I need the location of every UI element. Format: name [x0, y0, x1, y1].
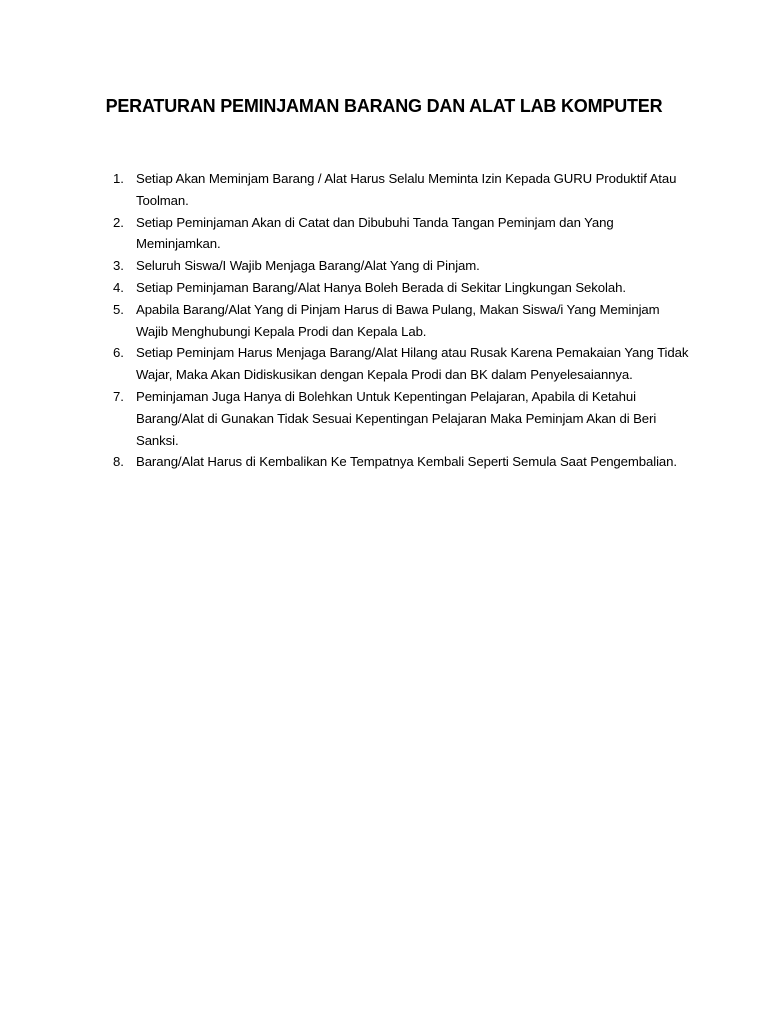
- list-item-text: Barang/Alat Harus di Kembalikan Ke Tempatnya Kembali Seperti Semula Saat Pengembalian.: [136, 454, 677, 470]
- list-item-text: Setiap Peminjaman Barang/Alat Hanya Boleh Berada di Sekitar Lingkungan Sekolah.: [136, 279, 626, 295]
- list-item: [109, 212, 689, 256]
- list-item-text: Setiap Peminjam Harus Menjaga Barang/Alat Hilang atau Rusak Karena Pemakaian Yang Tidak Wajar, Maka Akan Didiskusikan dengan Kepala Prodi dan BK dalam Penyelesaiannya.: [136, 345, 689, 383]
- list-item-text: Setiap Akan Meminjam Barang / Alat Harus Selalu Meminta Izin Kepada GURU Produktif Atau Toolman.: [136, 171, 677, 208]
- document-title: PERATURAN PEMINJAMAN BARANG DAN ALAT LAB KOMPUTER: [105, 96, 663, 116]
- list-item: [109, 451, 689, 473]
- list-item: [109, 168, 689, 212]
- list-item-number: 5.: [113, 301, 124, 317]
- list-item-number: 2.: [113, 214, 124, 230]
- list-item-text: Apabila Barang/Alat Yang di Pinjam Harus di Bawa Pulang, Makan Siswa/i Yang Meminjam Wajib Menghubungi Kepala Prodi dan Kepala Lab.: [136, 301, 660, 339]
- list-item: [109, 299, 689, 343]
- list-item-text: Seluruh Siswa/I Wajib Menjaga Barang/Alat Yang di Pinjam.: [136, 258, 480, 274]
- list-item-text: Setiap Peminjaman Akan di Catat dan Dibubuhi Tanda Tangan Peminjam dan Yang Meminjamkan.: [136, 214, 614, 252]
- list-item-number: 1.: [113, 171, 124, 186]
- list-item: [109, 386, 689, 451]
- list-item-text: Peminjaman Juga Hanya di Bolehkan Untuk Kepentingan Pelajaran, Apabila di Ketahui Barang/Alat di Gunakan Tidak Sesuai Kepentingan Pelajaran Maka Peminjam Akan di Beri Sanksi.: [136, 388, 657, 448]
- list-item: [109, 277, 689, 299]
- list-item-number: 8.: [113, 454, 124, 470]
- rules-list: [109, 168, 689, 473]
- list-item: [109, 342, 689, 386]
- list-item-number: 3.: [113, 258, 124, 274]
- list-item-number: 6.: [113, 345, 124, 361]
- list-item-number: 4.: [113, 279, 124, 295]
- list-item: [109, 255, 689, 277]
- list-item-number: 7.: [113, 388, 124, 404]
